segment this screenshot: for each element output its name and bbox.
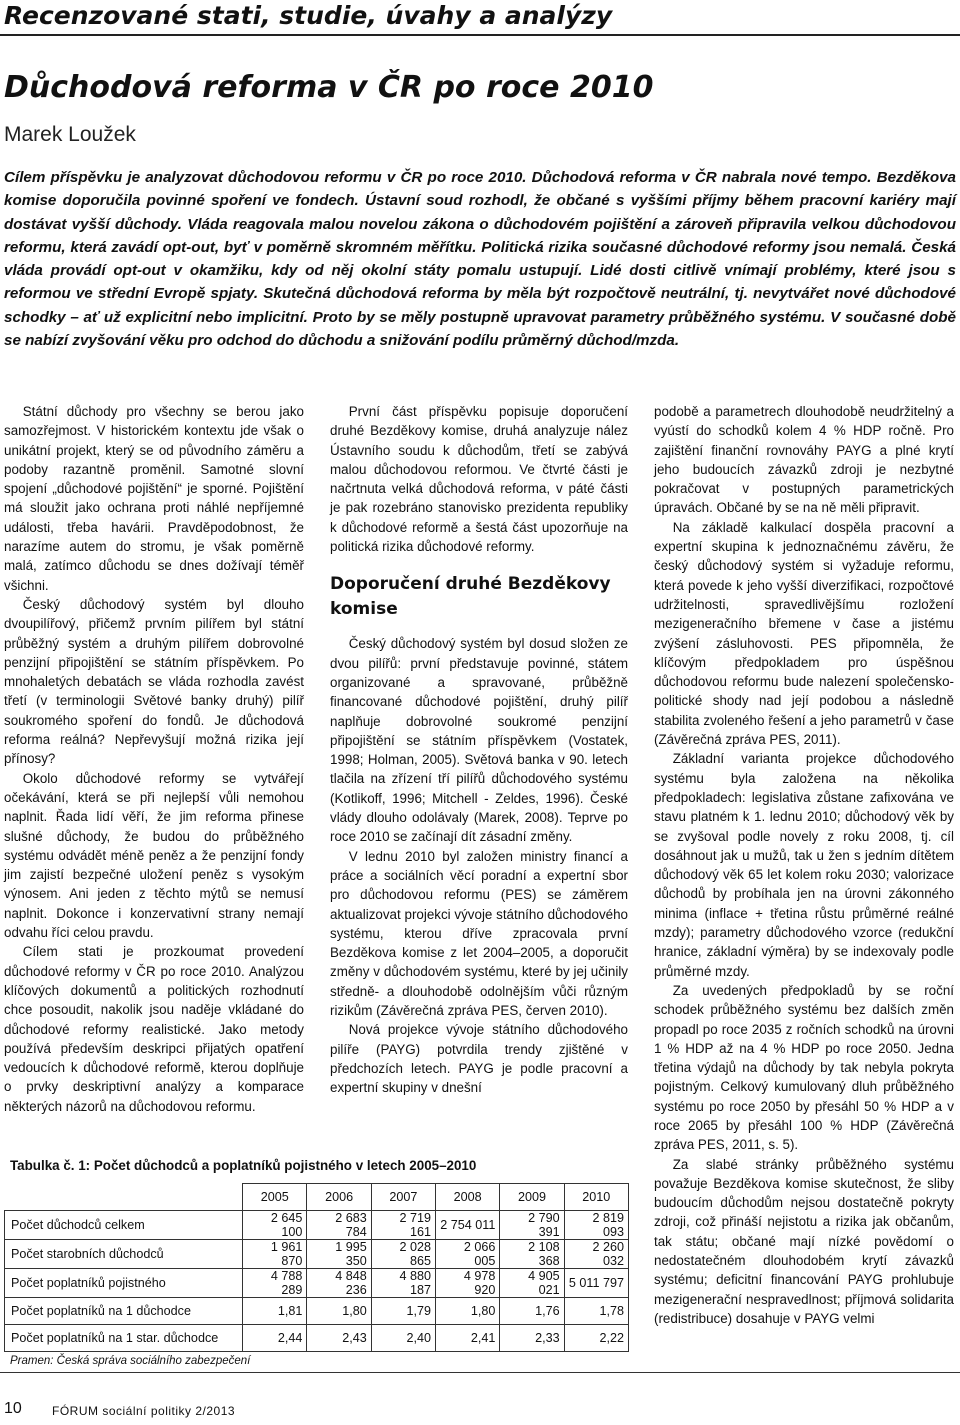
paragraph: První část příspěvku popisuje doporučení druhé Bezděkovy komise, druhá analyzuje nález Ústavního soudu k důchodům, třetí se zabývá malou důchodovou reformou. Ve čtvrté části je načrtnuta velká důchodová reforma, v páté části je pak rozebráno stanovisko prezidenta republiky k důchodové reformě a šestá část upozorňuje na politická rizika důchodové reformy. <box>330 404 628 555</box>
year-header: 2009 <box>500 1184 564 1211</box>
table-cell: 2 645 100 <box>243 1211 307 1240</box>
table-row <box>5 1298 629 1325</box>
table-cell: 1,80 <box>436 1298 500 1325</box>
row-label: Počet starobních důchodců <box>5 1240 243 1269</box>
article-title: Důchodová reforma v ČR po roce 2010 <box>4 70 654 105</box>
table-cell: 1 995 350 <box>307 1240 371 1269</box>
table-cell: 2 108 368 <box>500 1240 564 1269</box>
row-label: Počet poplatníků pojistného <box>5 1269 243 1298</box>
data-table <box>4 1183 629 1352</box>
table-cell: 2 683 784 <box>307 1211 371 1240</box>
table-cell: 2,33 <box>500 1325 564 1352</box>
text-column-3 <box>654 402 954 1328</box>
section-heading: Doporučení druhé Bezděkovy komise <box>330 574 611 620</box>
paragraph: Za uvedených předpokladů by se roční schodek průběžného systému bez dalších změn propadl po roce 2035 z ročních schodků na úrovni 1 % HDP až na 4 % HDP po roce 2050. Jedna třetina výdajů na důchody by tak nebyla pokryta pojistným. Celkový kumulovaný dluh průběžného systému po roce 2050 by přesáhl 50 % HDP a v roce 2065 by přesáhl 100 % HDP (Závěrečná zpráva PES, 2011, s. 5). <box>654 982 954 1153</box>
table-corner-cell <box>5 1184 243 1211</box>
table-header-row <box>5 1184 629 1211</box>
table-cell: 1 961 870 <box>243 1240 307 1269</box>
section-header: Recenzované stati, studie, úvahy a analýzy <box>0 0 960 36</box>
table-cell: 1,81 <box>243 1298 307 1325</box>
table-cell: 2 260 032 <box>564 1240 628 1269</box>
table-cell: 1,76 <box>500 1298 564 1325</box>
table-cell: 4 880 187 <box>371 1269 435 1298</box>
table-cell: 2,22 <box>564 1325 628 1352</box>
paragraph: Český důchodový systém byl dosud složen ze dvou pilířů: první představuje povinné, státem organizované a spravované, průběžně financované důchodové pojištění, druhý pilíř naplňuje dobrovolné soukromé penzijní připojištění se státním příspěvkem (Vostatek, 1998; Holman, 2005). Světová banka v 90. letech tlačila na zřízení tří pilířů důchodového systému (Kotlikoff, 1996; Mitchell - Zeldes, 1996). České vlády dlouho odolávaly (Marek, 2008). Teprve po roce 2010 se začínají dít zásadní změny. <box>330 636 628 845</box>
table-cell: 2,41 <box>436 1325 500 1352</box>
table-cell: 2 066 005 <box>436 1240 500 1269</box>
table-cell: 2 819 093 <box>564 1211 628 1240</box>
author-name: Marek Loužek <box>4 123 136 146</box>
table-row <box>5 1240 629 1269</box>
paragraph: Cílem stati je prozkoumat provedení důchodové reformy v ČR po roce 2010. Analýzou klíčových dokumentů a politických rozhodnutí chce posoudit, nakolik jsou naděje vkládané do důchodové reformy realistické. Jako metody používá především deskripci přijatých opatření vedoucích k důchodové reformě, kterou doplňuje o prvky deskriptivní analýzy a komparace některých názorů na důchodovou reformu. <box>4 944 304 1114</box>
table-source: Pramen: Česká správa sociálního zabezpečení <box>10 1355 251 1367</box>
table-cell: 1,78 <box>564 1298 628 1325</box>
text-column-2 <box>330 402 628 1098</box>
table-row <box>5 1325 629 1352</box>
table-cell: 5 011 797 <box>564 1269 628 1298</box>
row-label: Počet poplatníků na 1 star. důchodce <box>5 1325 243 1352</box>
year-header: 2007 <box>371 1184 435 1211</box>
year-header: 2005 <box>243 1184 307 1211</box>
abstract: Cílem příspěvku je analyzovat důchodovou reformu v ČR po roce 2010. Důchodová reforma v ČR nabrala nové tempo. Bezděkova komise doporučila povinné spoření ve fondech. Ústavní soud rozhodl, že občané s vyššími příjmy během pracovní kariéry mají dostávat vyšší důchody. Vláda reagovala malou novelou zákona o důchodovém pojištění a zároveň připravila velkou důchodovou reformu, která zavádí opt-out, byť v poměrně skromném měřítku. Politická rizika současné důchodové reformy jsou nemalá. Česká vláda provádí opt-out v okamžiku, kdy od něj okolní státy pomalu ustupují. Lidé dosti citlivě vnímají problémy, které jsou s reformou ve střední Evropě spjaty. Skutečná důchodová reforma by měla být rozpočtově neutrální, tj. nevytvářet nové důchodové schodky – ať už explicitní nebo implicitní. Proto by se měly postupně upravovat parametry průběžného systému. V současné době se nabízí zvyšování věku pro odchod do důchodu a snižování podílu průměrný důchod/mzda. <box>4 169 956 350</box>
table-cell: 2 790 391 <box>500 1211 564 1240</box>
paragraph: Na základě kalkulací dospěla pracovní a expertní skupina k jednoznačnému závěru, že český důchodový systém si vyžaduje reformu, která povede k jeho vyšší diverzifikaci, rozpočtové udržitelnosti, spravedlivějšímu rozložení mezigeneračního břemene v čase a jistému zvýšení zásluhovosti. PES připomněla, že klíčovým předpokladem pro úspěšnou důchodovou reformu bude nalezení společensko-politické shody nad její podobou a následně stabilita zvoleného řešení a jeho parametrů v čase (Závěrečná zpráva PES, 2011). <box>654 519 954 748</box>
footer-divider <box>0 1372 960 1373</box>
paragraph: Základní varianta projekce důchodového systému byla založena na několika předpokladech: legislativa zůstane zafixována ve stavu platném k 1. lednu 2010; důchodový věk by se zvyšoval podle novely z roku 2008, tj. cíl dosáhnout jak u mužů, tak u žen s jedním dítětem důchodový věk 65 let kolem roku 2030; valorizace důchodů by probíhala jen na úrovni zákonného minima (inflace + třetina růstu průměrné reálné mzdy); parametry důchodového vzorce (redukční hranice, základní výměra) by se indexovaly podle průměrné mzdy. <box>654 751 954 979</box>
paragraph: Okolo důchodové reformy se vytvářejí očekávání, která se při nejlepší vůli nemohou naplnit. Řada lidí věří, že jim reforma přinese slušné důchody, že budou do průběžného systému odvádět méně peněz a že penzijní fondy jim zajistí bezpečné uložení peněz s vysokým výnosem. Ani jeden z těchto mýtů se nemusí naplnit. Dokonce i konzervativní strany nemají odvahu říci celou pravdu. <box>4 770 304 941</box>
table-cell: 2 028 865 <box>371 1240 435 1269</box>
table-cell: 2,43 <box>307 1325 371 1352</box>
paragraph: Za slabé stránky průběžného systému považuje Bezděkova komise skutečnost, že sliby budoucím důchodům nejsou dostatečně pokryty zdroji, což přináší nejistotu a rizika jak občanům, tak státu; občané mají nízké povědomí o nedostatečném dlouhodobém krytí závazků systému; deficitní financování PAYG prohlubuje mezigenerační nespravedlnost; příjmová solidarita (redistribuce) dosahuje v PAYG velmi <box>654 1156 954 1326</box>
paragraph: podobě a parametrech dlouhodobě neudržitelný a vyústí do schodků kolem 4 % HDP ročně. Pro zajištění finanční rovnováhy PAYG a plné krytí jeho budoucích závazků zdroji je nezbytné pokračovat v postupných parametrických úpravách. Občané by se na ně měli připravit. <box>654 404 954 516</box>
table-cell: 4 848 236 <box>307 1269 371 1298</box>
paragraph: V lednu 2010 byl založen ministry financí a práce a sociálních věcí poradní a expertní sbor pro důchodovou reformu (PES) se záměrem aktualizovat projekci vývoje státního důchodového systému, kterou dříve zpracovala první Bezděkova komise z let 2004–2005, a doporučit změny v důchodovém systému, které by jej učinily středně- a dlouhodobě odolnějším vůči různým rizikům (Závěrečná zpráva PES, červen 2010). <box>330 848 628 1019</box>
row-label: Počet poplatníků na 1 důchodce <box>5 1298 243 1325</box>
table-cell: 2 754 011 <box>436 1211 500 1240</box>
table-cell: 4 788 289 <box>243 1269 307 1298</box>
paragraph: Český důchodový systém byl dlouho dvoupilířový, přičemž prvním pilířem byl státní průběžný systém a druhým pilířem dobrovolné penzijní připojištění se státním příspěvkem. Po mnohaletých debatách se vláda rozhodla zavést třetí (v terminologii Světové banky druhý) pilíř soukromého spoření do fondů. Je důchodová reforma reálná? Nepřevyšují možná rizika její přínosy? <box>4 596 304 767</box>
table-cell: 4 978 920 <box>436 1269 500 1298</box>
year-header: 2010 <box>564 1184 628 1211</box>
year-header: 2006 <box>307 1184 371 1211</box>
table-cell: 2,40 <box>371 1325 435 1352</box>
page-number: 10 <box>4 1400 22 1417</box>
journal-name: FÓRUM sociální politiky 2/2013 <box>52 1404 236 1418</box>
year-header: 2008 <box>436 1184 500 1211</box>
text-column-1 <box>4 402 304 1116</box>
table-cell: 2 719 161 <box>371 1211 435 1240</box>
table-cell: 2,44 <box>243 1325 307 1352</box>
paragraph: Nová projekce vývoje státního důchodového pilíře (PAYG) potvrdila trendy zjištěné v předchozích letech. PAYG je podle pracovní a expertní skupiny v dnešní <box>330 1022 628 1096</box>
table-cell: 4 905 021 <box>500 1269 564 1298</box>
table-row <box>5 1269 629 1298</box>
table-row <box>5 1211 629 1240</box>
paragraph: Státní důchody pro všechny se berou jako samozřejmost. V historickém kontextu jde však o unikátní projekt, který se od původního záměru a podoby razantně proměnil. Samotné slovní spojení „důchodové pojištění“ je sporné. Pojištění má sloužit jako ochrana proti náhlé nepříjemné události, třeba havárii. Pravděpodobnost, že narazíme autem do stromu, je však poměrně malá, zatímco důchodu se dnes dožívají téměř všichni. <box>4 404 304 593</box>
table-cell: 1,79 <box>371 1298 435 1325</box>
row-label: Počet důchodců celkem <box>5 1211 243 1240</box>
table-title: Tabulka č. 1: Počet důchodců a poplatníků pojistného v letech 2005–2010 <box>10 1158 477 1173</box>
table-cell: 1,80 <box>307 1298 371 1325</box>
